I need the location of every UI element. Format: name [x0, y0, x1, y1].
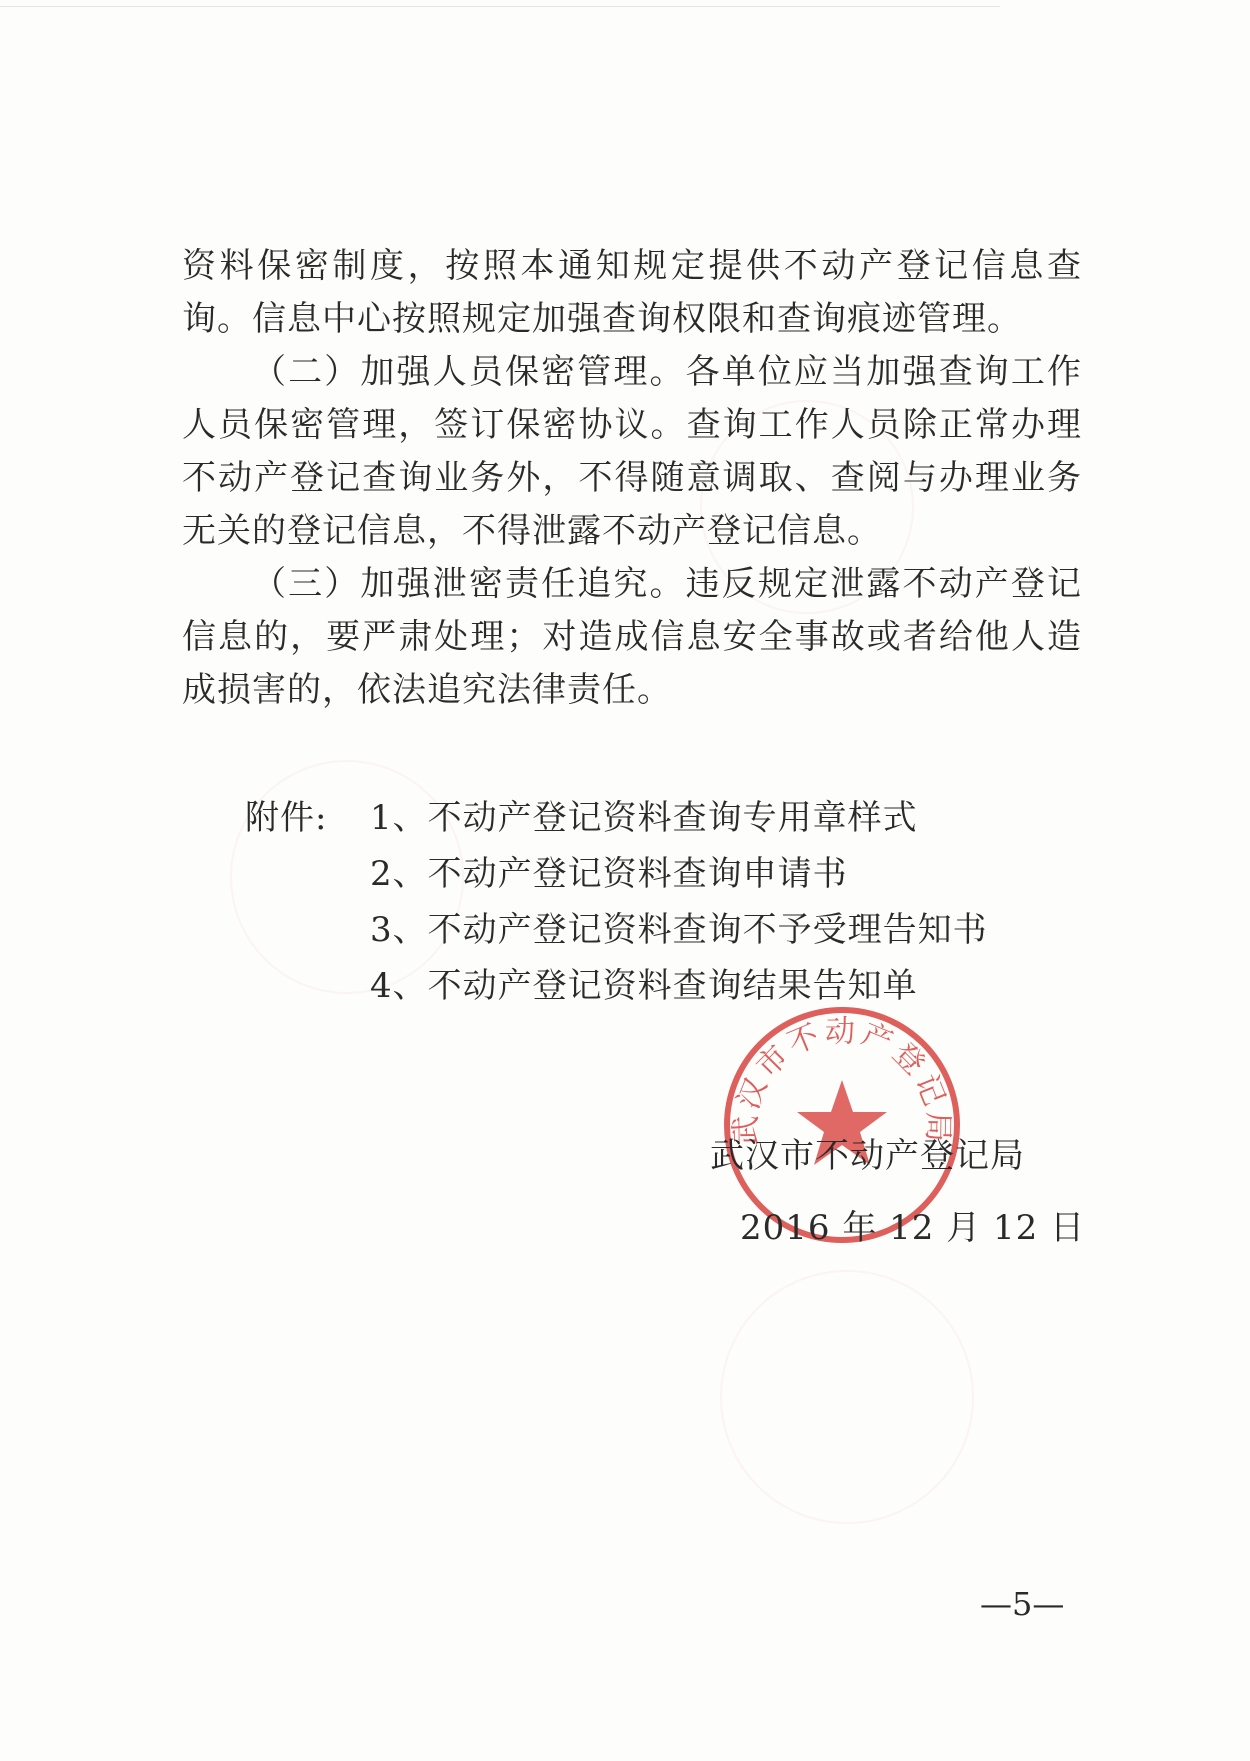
attachment-row [245, 790, 988, 846]
attachment-item: 4、不动产登记资料查询结果告知单 [370, 966, 918, 1006]
paragraph-1: 资料保密制度，按照本通知规定提供不动产登记信息查询。信息中心按照规定加强查询权限和查询痕迹管理。 [182, 246, 1082, 339]
paragraph-2: （二）加强人员保密管理。各单位应当加强查询工作人员保密管理，签订保密协议。查询工作人员除正常办理不动产登记查询业务外，不得随意调取、查阅与办理业务无关的登记信息，不得泄露不动产登记信息。 [182, 352, 1082, 551]
attachment-item: 1、不动产登记资料查询专用章样式 [370, 798, 918, 838]
body-text [182, 240, 1082, 717]
attachments-list [245, 790, 988, 1014]
attachment-item: 2、不动产登记资料查询申请书 [370, 854, 848, 894]
signature-date: 2016 年 12 月 12 日 [740, 1208, 1086, 1248]
paragraph-3: （三）加强泄密责任追究。违反规定泄露不动产登记信息的，要严肃处理；对造成信息安全事故或者给他人造成损害的，依法追究法律责任。 [182, 564, 1082, 710]
attachments-label: 附件: [245, 798, 328, 838]
attachment-item: 3、不动产登记资料查询不予受理告知书 [370, 910, 988, 950]
attachment-row [245, 902, 988, 958]
page-top-edge [0, 6, 1000, 7]
signature-org: 武汉市不动产登记局 [710, 1136, 1025, 1176]
seal-text: 武汉市不动产登记局 [728, 1014, 956, 1146]
attachment-row [245, 846, 988, 902]
page-number: —5— [980, 1585, 1065, 1623]
bleed-through-mark [720, 1270, 974, 1524]
signature-block [710, 1120, 1085, 1264]
